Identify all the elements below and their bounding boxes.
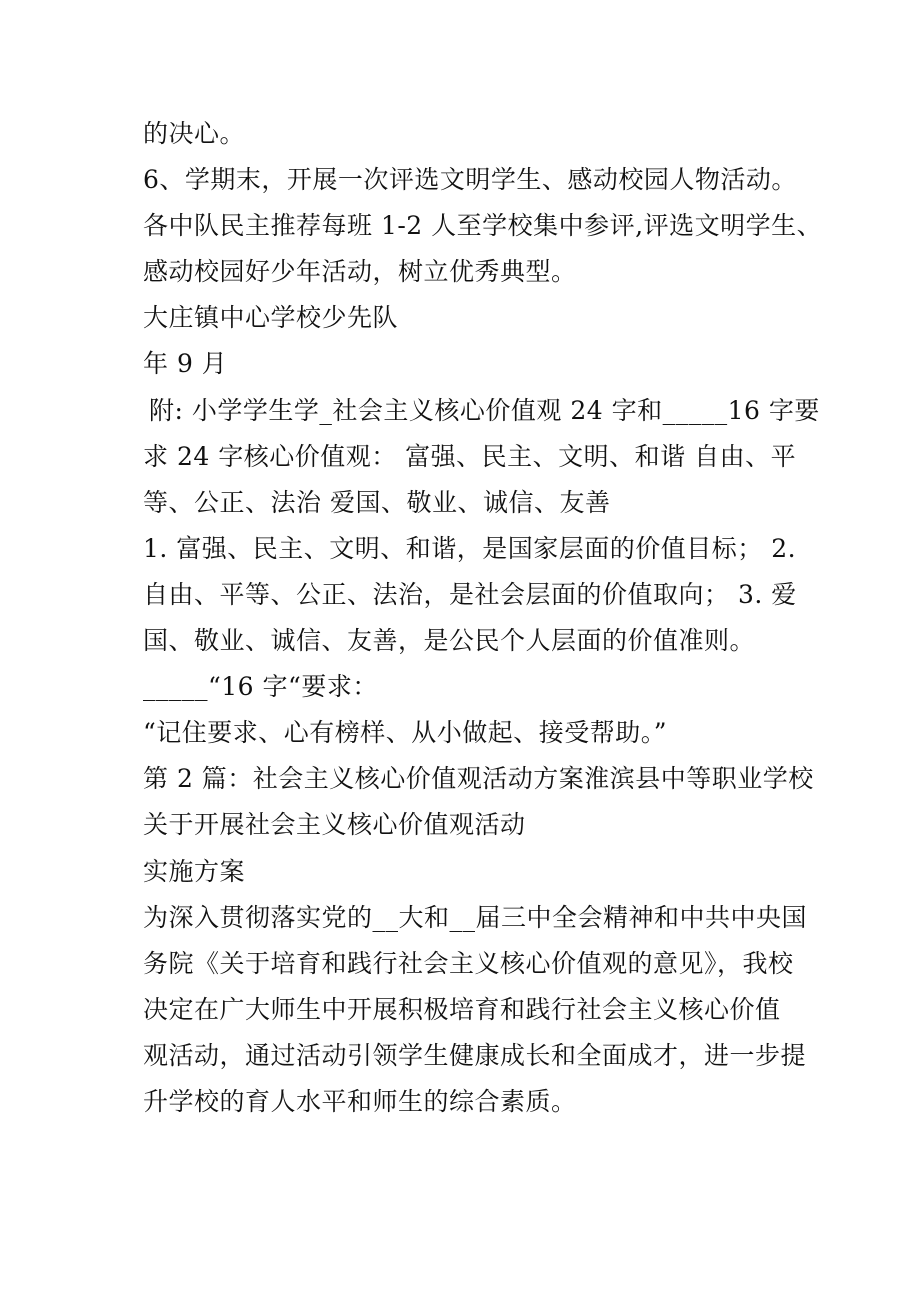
chapter-2-title: 第 2 篇：社会主义核心价值观活动方案淮滨县中等职业学校 [143, 764, 814, 794]
text-line-22: 升学校的育人水平和师生的综合素质。 [143, 1086, 577, 1116]
text-line-2: 6、学期末，开展一次评选文明学生、感动校园人物活动。 [143, 165, 797, 195]
text-line-13: _____“16 字“要求： [143, 672, 378, 702]
text-line-10: 1. 富强、民主、文明、和谐，是国家层面的价值目标； 2. [143, 533, 797, 563]
appendix-heading: 附: 小学学生学_社会主义核心价值观 24 字和_____16 字要 [149, 395, 820, 425]
text-line-3: 各中队民主推荐每班 1-2 人至学校集中参评,评选文明学生、 [143, 211, 823, 241]
text-line-18: 为深入贯彻落实党的__大和__届三中全会精神和中共中央国 [143, 902, 808, 932]
chapter-2-subtitle: 关于开展社会主义核心价值观活动 [143, 810, 526, 840]
text-line-4: 感动校园好少年活动，树立优秀典型。 [143, 257, 577, 287]
signature-organization: 大庄镇中心学校少先队 [143, 303, 399, 333]
text-line-11: 自由、平等、公正、法治，是社会层面的价值取向； 3. 爱 [143, 579, 797, 609]
chapter-2-plan-label: 实施方案 [143, 856, 246, 886]
signature-date: 年 9 月 [143, 349, 228, 379]
text-line-21: 观活动，通过活动引领学生健康成长和全面成才，进一步提 [143, 1040, 807, 1070]
text-line-8: 求 24 字核心价值观： 富强、民主、文明、和谐 自由、平 [143, 441, 797, 471]
text-line-20: 决定在广大师生中开展积极培育和践行社会主义核心价值 [143, 994, 781, 1024]
text-line-14: “记住要求、心有榜样、从小做起、接受帮助。” [143, 718, 668, 748]
text-line-1: 的决心。 [143, 119, 246, 148]
document-body [143, 111, 823, 1125]
text-line-19: 务院《关于培育和践行社会主义核心价值观的意见》，我校 [143, 948, 794, 978]
text-line-12: 国、敬业、诚信、友善，是公民个人层面的价值准则。 [143, 626, 756, 656]
text-line-9: 等、公正、法治 爱国、敬业、诚信、友善 [143, 487, 611, 517]
